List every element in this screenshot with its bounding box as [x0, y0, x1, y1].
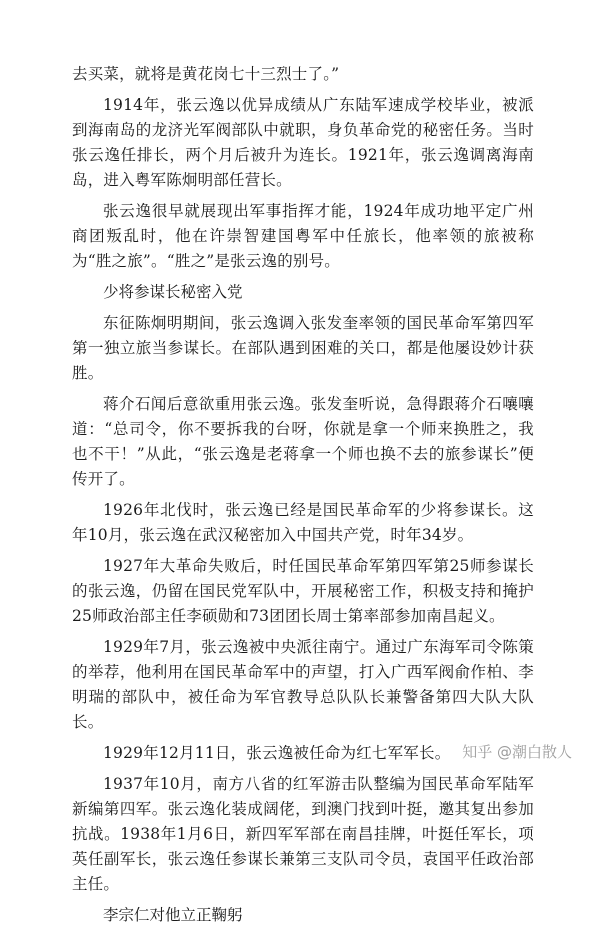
paragraph-2: 1914年，张云逸以优异成绩从广东陆军速成学校毕业，被派到海南岛的龙济光军阀部队中就职，身负革命党的秘密任务。当时张云逸任排长，两个月后被升为连长。1921年，张云逸调离海南岛，进入粤军陈炯明部任营长。: [72, 96, 534, 189]
paragraph-9: 1929年12月11日，张云逸被任命为红七军军长。: [103, 744, 451, 762]
article-body: [72, 62, 534, 934]
paragraph-5: 蒋介石闻后意欲重用张云逸。张发奎听说，急得跟蒋介石嚷嚷道：“总司令，你不要拆我的台呀，你就是拿一个师来换胜之，我也不干！”从此，“张云逸是老蒋拿一个师也换不去的旅参谋长”便传开了。: [72, 395, 534, 488]
paragraph-1: 去买菜，就将是黄花岗七十三烈士了。”: [72, 65, 340, 83]
paragraph-4: 东征陈炯明期间，张云逸调入张发奎率领的国民革命军第四军第一独立旅当参谋长。在部队遇到困难的关口，都是他屡设妙计获胜。: [72, 314, 534, 382]
zhihu-watermark: [462, 741, 572, 762]
section-heading-2: 李宗仁对他立正鞠躬: [103, 906, 243, 924]
paragraph-10: 1937年10月，南方八省的红军游击队整编为国民革命军陆军新编第四军。张云逸化装成阔佬，到澳门找到叶挺，邀其复出参加抗战。1938年1月6日，新四军军部在南昌挂牌，叶挺任军长，项英任副军长，张云逸任参谋长兼第三支队司令员，袁国平任政治部主任。: [72, 775, 534, 893]
paragraph-3: 张云逸很早就展现出军事指挥才能，1924年成功地平定广州商团叛乱时，他在许崇智建国粤军中任旅长，他率领的旅被称为“胜之旅”。“胜之”是张云逸的别号。: [72, 202, 534, 270]
watermark-text: 知乎 @潮白散人: [462, 743, 572, 761]
paragraph-6: 1926年北伐时，张云逸已经是国民革命军的少将参谋长。这年10月，张云逸在武汉秘密加入中国共产党，时年34岁。: [72, 501, 534, 544]
paragraph-7: 1927年大革命失败后，时任国民革命军第四军第25师参谋长的张云逸，仍留在国民党军队中，开展秘密工作，积极支持和掩护25师政治部主任李硕勋和73团团长周士第率部参加南昌起义。: [72, 557, 534, 625]
section-heading-1: 少将参谋长秘密入党: [103, 283, 243, 301]
paragraph-8: 1929年7月，张云逸被中央派往南宁。通过广东海军司令陈策的举荐，他利用在国民革命军中的声望，打入广西军阀俞作柏、李明瑞的部队中，被任命为军官教导总队队长兼警备第四大队大队长。: [72, 638, 534, 731]
